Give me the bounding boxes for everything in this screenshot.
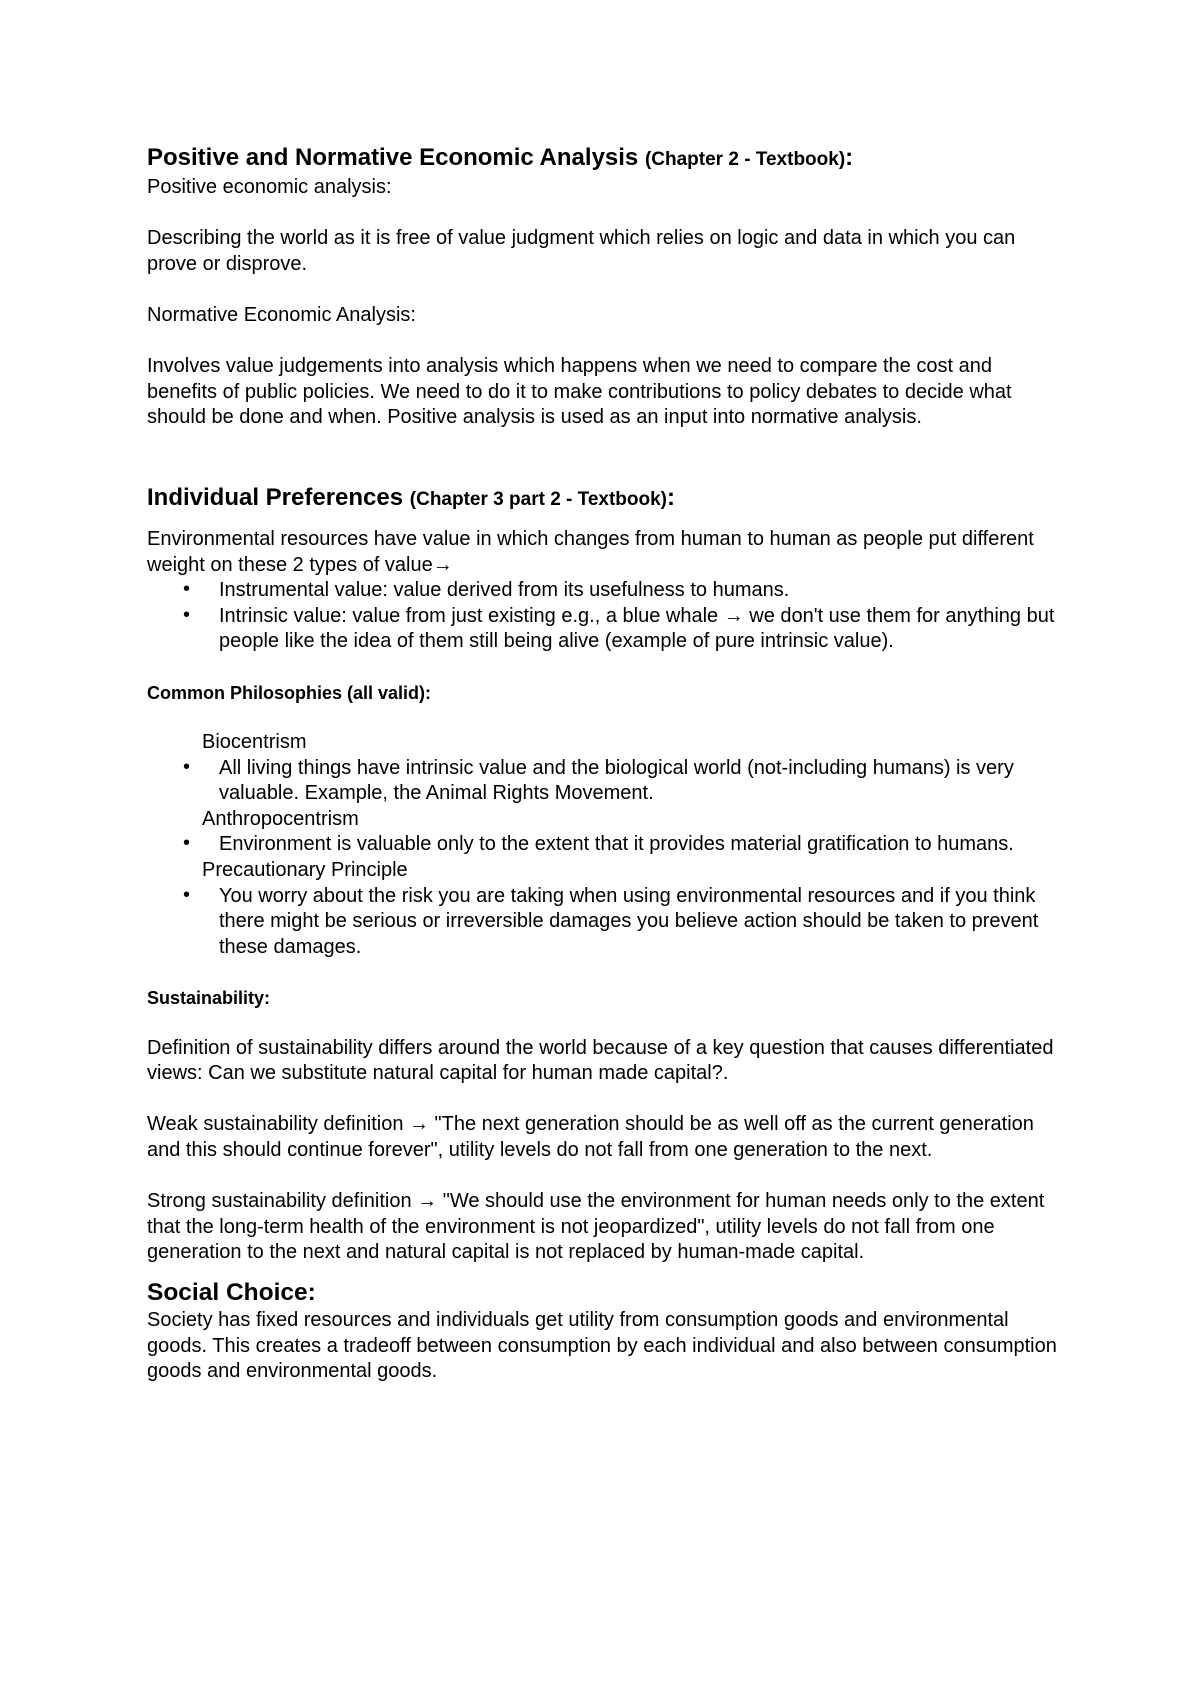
list-item-text: Intrinsic value: value from just existing e.g., a blue whale → we don't use them for anything but people like the idea of them still being alive (example of pure intrinsic value).: [219, 604, 1055, 653]
bullet-icon: •: [183, 603, 191, 626]
paragraph-positive: Describing the world as it is free of value judgment which relies on logic and data in which you can prove or disprove.: [147, 227, 1016, 275]
heading-chapter: (Chapter 2 - Textbook): [644, 149, 846, 170]
list-item-text: All living things have intrinsic value and the biological world (not-including humans) is very valuable. Example, the Animal Rights Movement.: [219, 756, 1014, 805]
philosophy-list: [147, 832, 1067, 858]
subsection-heading-philosophies: Common Philosophies (all valid):: [147, 682, 432, 703]
heading-title: Positive and Normative Economic Analysis: [147, 144, 639, 171]
philosophy-label: Biocentrism: [202, 731, 307, 754]
value-types-list: [147, 578, 1067, 655]
list-item-text: Environment is valuable only to the extent that it provides material gratification to humans.: [219, 833, 1014, 856]
paragraph-strong-sustainability: Strong sustainability definition → "We should use the environment for human needs only to the extent that the long-term health of the environment is not jeopardized", utility levels do not fall from one generation to the next and natural capital is not replaced by human-made capital.: [147, 1190, 1045, 1264]
list-item: [147, 756, 1067, 807]
bullet-icon: •: [183, 755, 191, 778]
bullet-icon: •: [183, 578, 191, 601]
subheading-positive: Positive economic analysis:: [147, 176, 392, 198]
section-heading-social-choice: Social Choice:: [147, 1278, 316, 1306]
list-item-text: Instrumental value: value derived from its usefulness to humans.: [219, 579, 790, 602]
subsection-heading-sustainability: Sustainability:: [147, 988, 271, 1009]
list-item: [147, 604, 1067, 655]
paragraph-normative: Involves value judgements into analysis which happens when we need to compare the cost and benefits of public policies. We need to do it to make contributions to policy debates to decide what should be done and when. Positive analysis is used as an input into normative analysis.: [147, 355, 1012, 429]
document-page: [147, 143, 1067, 1385]
list-item: [147, 578, 1067, 604]
paragraph-weak-sustainability: Weak sustainability definition → "The next generation should be as well off as the current generation and this should continue forever", utility levels do not fall from one generation to the next.: [147, 1113, 1034, 1161]
paragraph-preferences-intro: Environmental resources have value in which changes from human to human as people put different weight on these 2 types of value→: [147, 527, 1034, 576]
list-item: [147, 832, 1067, 858]
section-heading-individual-preferences: [147, 483, 1067, 515]
list-item-text: You worry about the risk you are taking when using environmental resources and if you think there might be serious or irreversible damages you believe action should be taken to prevent these damages.: [219, 884, 1039, 958]
philosophy-label: Precautionary Principle: [202, 859, 408, 882]
philosophy-label: Anthropocentrism: [202, 807, 359, 830]
bullet-icon: •: [183, 832, 191, 855]
heading-chapter: (Chapter 3 part 2 - Textbook): [409, 488, 668, 510]
heading-colon: :: [845, 144, 854, 171]
philosophy-list: [147, 756, 1067, 807]
paragraph-sustainability-definition: Definition of sustainability differs around the world because of a key question that causes differentiated views: Can we substitute natural capital for human made capital?.: [147, 1036, 1054, 1085]
philosophy-list: [147, 884, 1067, 961]
heading-title: Individual Preferences: [147, 483, 404, 511]
bullet-icon: •: [183, 883, 191, 906]
paragraph-social-choice: Society has fixed resources and individuals get utility from consumption goods and environmental goods. This creates a tradeoff between consumption by each individual and also between consumption goods and environmental goods.: [147, 1308, 1057, 1383]
subheading-normative: Normative Economic Analysis:: [147, 303, 416, 326]
section-heading-positive-normative: [147, 143, 1067, 175]
list-item: [147, 884, 1067, 961]
heading-colon: :: [667, 483, 676, 511]
